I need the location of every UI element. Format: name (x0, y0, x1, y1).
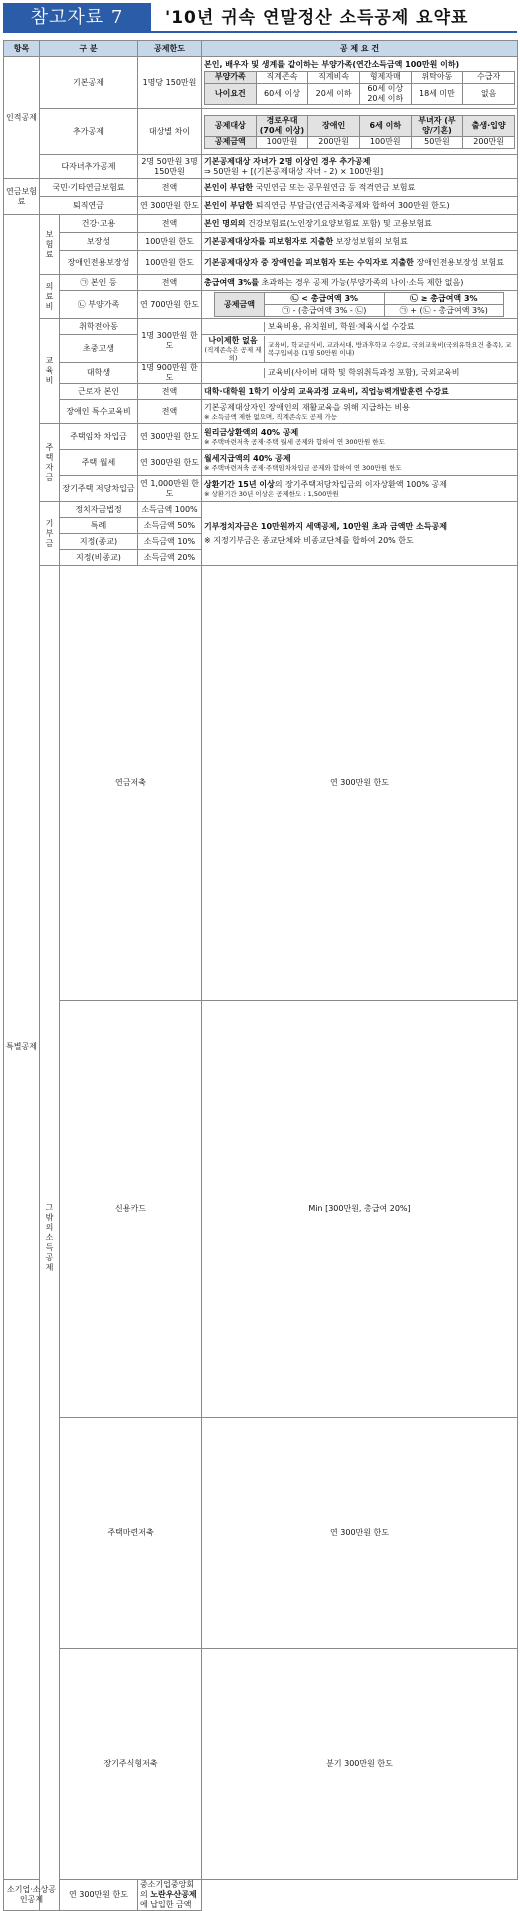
house-rest-2: 의 장기주택저당차입금의 이자상환액 100% 공제 (274, 479, 447, 489)
edu-r2: 교육비, 학교급식비, 교과서대, 방과후학교 수강료, 국외교육비(국외유학요건 충족), 교복구입비용 (1명 50만원 이내) (268, 340, 512, 357)
edu-mid-a: 나이제한 없음 (208, 335, 258, 345)
other-name-3: 장기주식형저축 (60, 1649, 202, 1880)
pension-bold-0: 본인이 부담한 (204, 182, 254, 192)
ev3: 100만원 (359, 136, 411, 148)
house-limit-0: 연 300만원 한도 (138, 424, 202, 450)
multi-line1: 기본공제대상 자녀가 2명 이상인 경우 추가공제 (204, 156, 371, 166)
bv1: 60세 이상 (256, 83, 308, 104)
col-category: 구 분 (40, 41, 138, 57)
med-sub (214, 292, 504, 317)
house-req-1 (202, 450, 518, 476)
eh0: 공제대상 (205, 115, 257, 136)
ins-req-2 (202, 251, 518, 275)
ev2: 200만원 (308, 136, 360, 148)
house-text-1: 월세지급액의 40% 공제 (204, 453, 291, 463)
house-limit-2: 연 1,000만원 한도 (138, 476, 202, 502)
other-name-2: 주택마련저축 (60, 1418, 202, 1649)
edu-disabled-text: 기본공제대상자인 장애인의 재활교육을 위해 지급하는 비용 (204, 402, 410, 412)
pension-bold-1: 본인이 부담한 (204, 200, 254, 210)
med-sub-cell (202, 291, 518, 319)
edu-limit-0: 1명 300만원 한도 (138, 319, 202, 363)
bv4: 18세 미만 (411, 83, 463, 104)
med-sub-c2: ㉡ ≥ 총급여액 3% (384, 293, 504, 305)
edu-mid-b: (직계존속은 공제 제외) (204, 345, 262, 362)
dona-limit-0: 소득금액 100% (138, 502, 202, 518)
ins-name-2: 장애인전용보장성 (60, 251, 138, 275)
edu-split-1 (202, 335, 518, 363)
med-sub-c1: ㉡ < 총급여액 3% (265, 293, 385, 305)
house-name-0: 주택임차 차입금 (60, 424, 138, 450)
dona-name-2: 지정(종교) (60, 534, 138, 550)
ins-rest-0: 건강보험료(노인장기요양보험료 포함) 및 고용보험료 (245, 218, 432, 228)
pension-name-0: 국민·기타연금보험료 (40, 179, 138, 197)
extra-name: 추가공제 (40, 109, 138, 155)
dona-name-0: 정치자금법정 (60, 502, 138, 518)
bv3: 60세 이상 20세 이하 (359, 83, 411, 104)
other-name-4: 소기업·소상공인공제 (4, 1880, 60, 1911)
med-sub-v1: ㉠ - (총급여액 3% - ㉡) (265, 305, 385, 317)
edu-name-1: 초중고생 (60, 335, 138, 363)
med-sub-h: 공제금액 (215, 293, 265, 317)
house-note-0: ※ 주택마련저축 공제·주택 월세 공제와 합하여 연 300만원 한도 (204, 437, 385, 446)
ins-req-0 (202, 215, 518, 233)
dona-req (202, 502, 518, 566)
title-underline (151, 31, 517, 33)
med-self-limit: 전액 (138, 275, 202, 291)
eh3: 6세 이하 (359, 115, 411, 136)
ins-bold-0: 본인 명의의 (204, 218, 246, 228)
eh5: 출생·입양 (463, 115, 515, 136)
page-title: '10년 귀속 연말정산 소득공제 요약표 (165, 8, 469, 28)
house-limit-1: 연 300만원 한도 (138, 450, 202, 476)
eh4: 부녀자 (부양/기혼) (411, 115, 463, 136)
med-rest: 초과하는 경우 공제 가능(부양가족의 나이·소득 제한 없음) (259, 277, 464, 287)
med-dep-limit: 연 700만원 한도 (138, 291, 202, 319)
house-req-2 (202, 476, 518, 502)
edu-disabled-note: ※ 소득금액 제한 없으며, 직계존속도 공제 가능 (204, 412, 337, 421)
ins-bold-2: 기본공제대상자 중 장애인을 피보험자 또는 수익자로 지출한 (204, 257, 414, 267)
basic-req (202, 57, 518, 109)
bv2: 20세 이하 (308, 83, 360, 104)
cat-personal: 인적공제 (4, 57, 40, 179)
ev0: 공제금액 (205, 136, 257, 148)
cat-special: 특별공제 (4, 215, 40, 1880)
cat-medical: 의료비 (40, 275, 60, 319)
pension-name-1: 퇴직연금 (40, 197, 138, 215)
extra-limit: 대상별 차이 (138, 109, 202, 155)
med-dep-name: ㉡ 부양가족 (60, 291, 138, 319)
bh3: 형제자매 (359, 71, 411, 83)
ins-limit-0: 전액 (138, 215, 202, 233)
edu-limit-2: 1명 900만원 한도 (138, 363, 202, 384)
med-self-name: ㉠ 본인 등 (60, 275, 138, 291)
header (3, 3, 517, 33)
pension-limit-0: 전액 (138, 179, 202, 197)
multi-name: 다자녀추가공제 (40, 155, 138, 179)
other-name-0: 연금저축 (60, 566, 202, 1001)
ev4: 50만원 (411, 136, 463, 148)
dona-name-3: 지정(비종교) (60, 550, 138, 566)
other-bold-4: 노란우산공제 (150, 1890, 197, 1899)
house-name-2: 장기주택 저당차입금 (60, 476, 138, 502)
pension-rest-1: 퇴직연금 부담금(연금저축공제와 합하여 300만원 한도) (253, 200, 450, 210)
reference-tag: 참고자료 7 (3, 3, 151, 33)
cat-education: 교육비 (40, 319, 60, 424)
other-req-4 (138, 1880, 202, 1911)
basic-name: 기본공제 (40, 57, 138, 109)
ins-name-1: 보장성 (60, 233, 138, 251)
pension-rest-0: 국민연금 또는 공무원연금 등 적격연금 보험료 (253, 182, 416, 192)
cat-other: 그 밖의 소득공제 (40, 566, 60, 1911)
eh1: 경로우대 (70세 이상) (256, 115, 308, 136)
bh2: 직계비속 (308, 71, 360, 83)
edu-name-2: 대학생 (60, 363, 138, 384)
house-note-2: ※ 상환기간 30년 이상은 공제한도 : 1,500만원 (204, 489, 339, 498)
house-bold-2: 상환기간 15년 이상 (204, 479, 275, 489)
house-note-1: ※ 주택마련저축 공제·주택임차차입금 공제와 합하여 연 300만원 한도 (204, 463, 402, 472)
deduction-table (3, 40, 518, 1911)
pension-req-1 (202, 197, 518, 215)
other-rest2-4: 에 납입한 금액 (140, 1900, 192, 1909)
other-limit-3: 분기 300만원 한도 (202, 1649, 518, 1880)
house-name-1: 주택 월세 (60, 450, 138, 476)
ins-req-1 (202, 233, 518, 251)
edu-disabled-name: 장애인 특수교육비 (60, 400, 138, 424)
bh1: 직계존속 (256, 71, 308, 83)
multi-line2: ⇒ 50만원 + [(기본공제대상 자녀 - 2) × 100만원] (204, 166, 384, 176)
col-requirement: 공 제 요 건 (202, 41, 518, 57)
multi-limit: 2명 50만원 3명 150만원 (138, 155, 202, 179)
bh5: 수급자 (463, 71, 515, 83)
ins-name-0: 건강·고용 (60, 215, 138, 233)
ins-rest-1: 보장성보험의 보험료 (333, 236, 408, 246)
edu-worker-name: 근로자 본인 (60, 384, 138, 400)
dona-limit-2: 소득금액 10% (138, 534, 202, 550)
multi-req (202, 155, 518, 179)
other-limit-0: 연 300만원 한도 (202, 566, 518, 1001)
med-bold: 총급여액 3%를 (204, 277, 260, 287)
ins-limit-2: 100만원 한도 (138, 251, 202, 275)
extra-req (202, 109, 518, 155)
dona-name-1: 특례 (60, 518, 138, 534)
house-req-0 (202, 424, 518, 450)
med-sub-v2: ㉠ + (㉡ - 총급여액 3%) (384, 305, 504, 317)
bh0: 부양가족 (205, 71, 257, 83)
cat-donation: 기부금 (40, 502, 60, 566)
other-name-1: 신용카드 (60, 1001, 202, 1418)
bh4: 위탁아동 (411, 71, 463, 83)
bv0: 나이요건 (205, 83, 257, 104)
edu-name-0: 취학전아동 (60, 319, 138, 335)
basic-limit: 1명당 150만원 (138, 57, 202, 109)
dona-note: ※ 지정기부금은 종교단체와 비종교단체를 합하여 20% 한도 (204, 535, 414, 545)
house-text-0: 원리금상환액의 40% 공제 (204, 427, 299, 437)
other-rest-4: 중소기업중앙회의 (140, 1880, 195, 1899)
cat-housing: 주택자금 (40, 424, 60, 502)
dona-limit-1: 소득금액 50% (138, 518, 202, 534)
eh2: 장애인 (308, 115, 360, 136)
med-line (202, 275, 518, 291)
edu-split-2 (202, 363, 518, 384)
ins-rest-2: 장애인전용보장성 보험료 (413, 257, 505, 267)
pension-limit-1: 연 300만원 한도 (138, 197, 202, 215)
edu-r1: 보육비용, 유치원비, 학원·체육시설 수강료 (268, 321, 415, 331)
edu-disabled-limit: 전액 (138, 400, 202, 424)
cat-pension: 연금보험료 (4, 179, 40, 215)
edu-worker-limit: 전액 (138, 384, 202, 400)
pension-req-0 (202, 179, 518, 197)
ins-limit-1: 100만원 한도 (138, 233, 202, 251)
other-limit-1: Min [300만원, 총급여 20%] (202, 1001, 518, 1418)
col-limit: 공제한도 (138, 41, 202, 57)
dona-limit-3: 소득금액 20% (138, 550, 202, 566)
cat-insurance: 보험료 (40, 215, 60, 275)
col-item: 항목 (4, 41, 40, 57)
bv5: 없음 (463, 83, 515, 104)
edu-split-0 (202, 319, 518, 335)
extra-sub (204, 115, 515, 149)
basic-sub (204, 71, 515, 105)
ev5: 200만원 (463, 136, 515, 148)
other-limit-2: 연 300만원 한도 (202, 1418, 518, 1649)
other-limit-4: 연 300만원 한도 (60, 1880, 138, 1911)
basic-line: 본인, 배우자 및 생계를 같이하는 부양가족(연간소득금액 100만원 이하) (204, 59, 460, 69)
ev1: 100만원 (256, 136, 308, 148)
edu-disabled-req (202, 400, 518, 424)
dona-text: 기부정치자금은 10만원까지 세액공제, 10만원 초과 금액만 소득공제 (204, 521, 447, 531)
edu-r3: 교육비(사이버 대학 및 학위취득과정 포함), 국외교육비 (268, 368, 460, 377)
ins-bold-1: 기본공제대상자를 피보험자로 지출한 (204, 236, 334, 246)
edu-worker-text: 대학·대학원 1학기 이상의 교육과정 교육비, 직업능력개발훈련 수강료 (202, 384, 518, 400)
